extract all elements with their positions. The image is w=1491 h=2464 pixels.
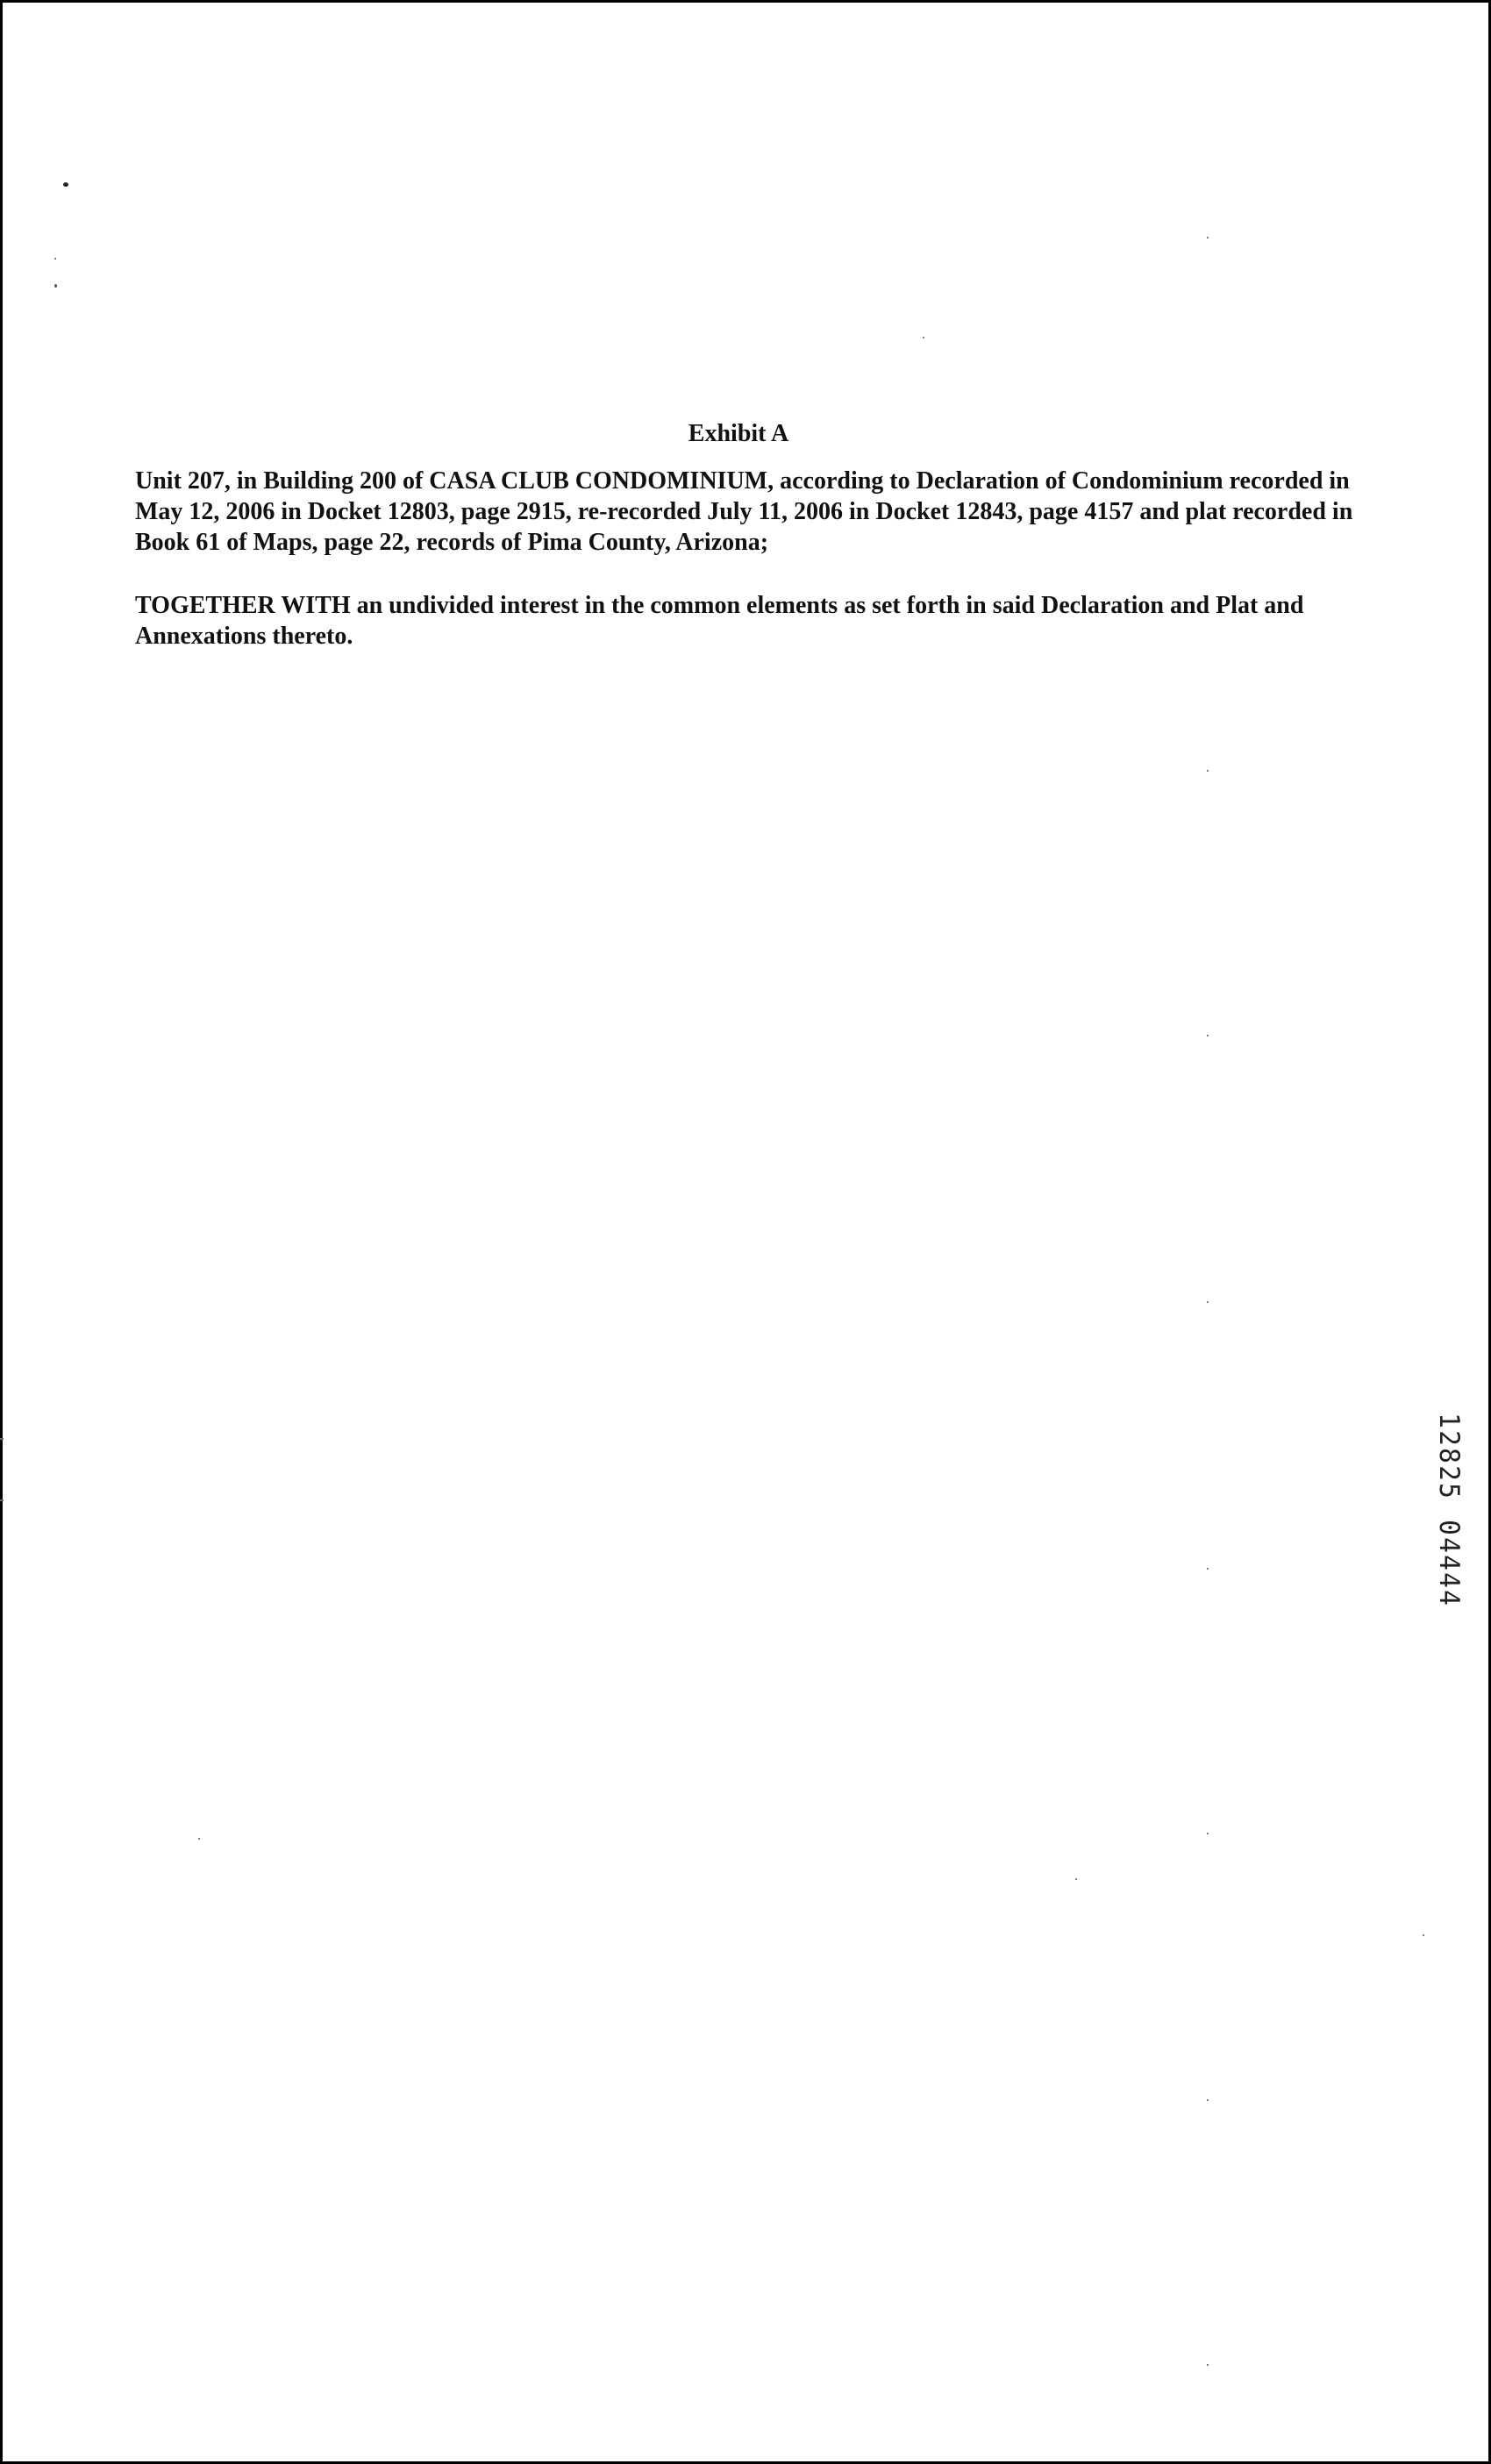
scan-speck: [923, 337, 924, 338]
scan-speck: [1207, 1568, 1209, 1570]
stamp-digit: 1: [1433, 1413, 1465, 1428]
scan-speck: [1207, 237, 1209, 239]
stamp-digit: 8: [1433, 1448, 1465, 1463]
stamp-digit: 2: [1433, 1430, 1465, 1446]
exhibit-title: Exhibit A: [688, 419, 789, 447]
stamp-digit: 4: [1433, 1537, 1465, 1553]
edge-tick: [0, 1438, 4, 1440]
stamp-digit: 5: [1433, 1483, 1465, 1499]
scan-speck: [54, 258, 56, 260]
stamp-digit: 2: [1433, 1465, 1465, 1481]
scan-speck: [54, 284, 57, 288]
scan-speck: [1207, 1301, 1209, 1303]
scan-speck: [1075, 1878, 1077, 1880]
scan-speck: [198, 1838, 200, 1840]
scan-speck: [1207, 1833, 1209, 1834]
scan-speck: [1423, 1934, 1424, 1936]
scan-speck: [1207, 2099, 1209, 2101]
stamp-digit: 4: [1433, 1572, 1465, 1588]
stamp-digit: 4: [1433, 1555, 1465, 1570]
edge-tick: [0, 1499, 4, 1501]
scan-speck: [1207, 770, 1209, 772]
scan-speck: [63, 182, 68, 187]
together-with-paragraph: TOGETHER WITH an undivided interest in the common elements as set forth in said Declaration and Plat and Annexations thereto.: [135, 592, 1304, 650]
stamp-digit: 4: [1433, 1590, 1465, 1606]
recording-number-stamp: [1431, 1412, 1466, 1606]
legal-description-paragraph: Unit 207, in Building 200 of CASA CLUB CONDOMINIUM, according to Declaration of Condominium recorded in May 12, 2006 in Docket 12803, page 2915, re-recorded July 11, 2006 in Docket 12843, page 4157 and plat recorded in Book 61 of Maps, page 22, records of Pima County, Arizona;: [135, 467, 1353, 556]
scan-speck: [1207, 2364, 1209, 2366]
scan-speck: [1207, 1035, 1209, 1036]
stamp-digit: 0: [1433, 1520, 1465, 1535]
